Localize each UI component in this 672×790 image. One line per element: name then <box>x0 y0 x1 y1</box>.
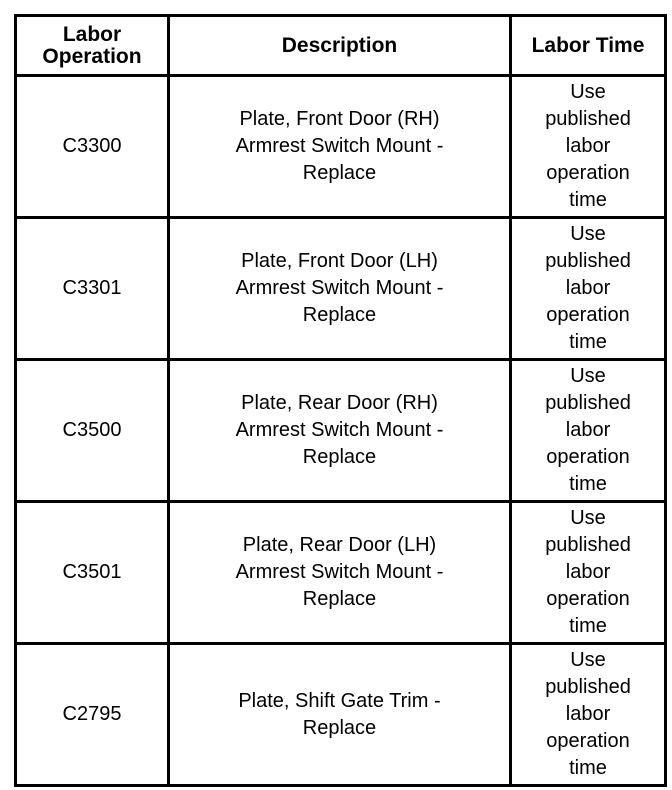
labor-time-line: published <box>545 392 631 414</box>
labor-time-cell <box>511 502 666 644</box>
labor-operations-table <box>14 14 667 787</box>
labor-time-line: Use <box>570 507 606 529</box>
header-labor-operation <box>16 16 169 76</box>
description-line: Replace <box>302 588 377 610</box>
labor-time-line: time <box>569 331 607 353</box>
labor-time-line: labor <box>565 135 611 157</box>
description-line: Replace <box>302 716 377 739</box>
description-line: Armrest Switch Mount - <box>235 135 444 157</box>
description-line: Plate, Front Door (RH) <box>239 108 440 130</box>
table-row <box>16 76 666 218</box>
labor-time-cell <box>511 360 666 502</box>
labor-time-line: labor <box>565 703 611 725</box>
labor-time-cell <box>511 218 666 360</box>
description-line: Replace <box>302 304 377 326</box>
table-row <box>16 502 666 644</box>
description-line: Plate, Front Door (LH) <box>241 250 438 272</box>
labor-time-line: operation <box>546 162 630 184</box>
description-line: Plate, Shift Gate Trim - <box>238 689 441 712</box>
labor-time-line: operation <box>546 730 630 752</box>
labor-time-line: Use <box>570 81 606 103</box>
labor-time-line: published <box>545 250 631 272</box>
description-line: Replace <box>302 162 377 184</box>
labor-time-line: labor <box>565 419 611 441</box>
labor-time-line: time <box>569 615 607 637</box>
header-row <box>16 16 666 76</box>
labor-time-line: operation <box>546 446 630 468</box>
header-labor-operation-line: Operation <box>42 44 142 68</box>
labor-time-line: labor <box>565 277 611 299</box>
description-line: Armrest Switch Mount - <box>235 561 444 583</box>
header-labor-time: Labor Time <box>511 16 666 76</box>
labor-operation-code: C3300 <box>16 76 169 218</box>
labor-time-line: labor <box>565 561 611 583</box>
labor-time-line: published <box>545 676 631 698</box>
description-line: Plate, Rear Door (RH) <box>241 392 438 414</box>
description-line: Armrest Switch Mount - <box>235 277 444 299</box>
labor-operation-code: C3301 <box>16 218 169 360</box>
description-line: Plate, Rear Door (LH) <box>242 534 437 556</box>
description-line: Replace <box>302 446 377 468</box>
description-line: Armrest Switch Mount - <box>235 419 444 441</box>
header-description: Description <box>169 16 511 76</box>
labor-time-line: time <box>569 757 607 779</box>
labor-time-line: Use <box>570 223 606 245</box>
table-row <box>16 360 666 502</box>
labor-time-line: time <box>569 189 607 211</box>
description-cell <box>169 360 511 502</box>
labor-operation-code: C2795 <box>16 644 169 786</box>
description-cell <box>169 76 511 218</box>
table-row <box>16 644 666 786</box>
labor-time-line: Use <box>570 365 606 387</box>
header-labor-operation-line: Labor <box>62 22 122 46</box>
table-body <box>16 76 666 786</box>
labor-operation-code: C3501 <box>16 502 169 644</box>
labor-operation-code: C3500 <box>16 360 169 502</box>
labor-time-line: time <box>569 473 607 495</box>
labor-time-line: published <box>545 108 631 130</box>
description-cell <box>169 644 511 786</box>
table-row <box>16 218 666 360</box>
labor-time-line: operation <box>546 304 630 326</box>
labor-time-line: operation <box>546 588 630 610</box>
labor-time-cell <box>511 76 666 218</box>
description-cell <box>169 218 511 360</box>
labor-time-cell <box>511 644 666 786</box>
labor-time-line: published <box>545 534 631 556</box>
labor-time-line: Use <box>570 649 606 671</box>
description-cell <box>169 502 511 644</box>
